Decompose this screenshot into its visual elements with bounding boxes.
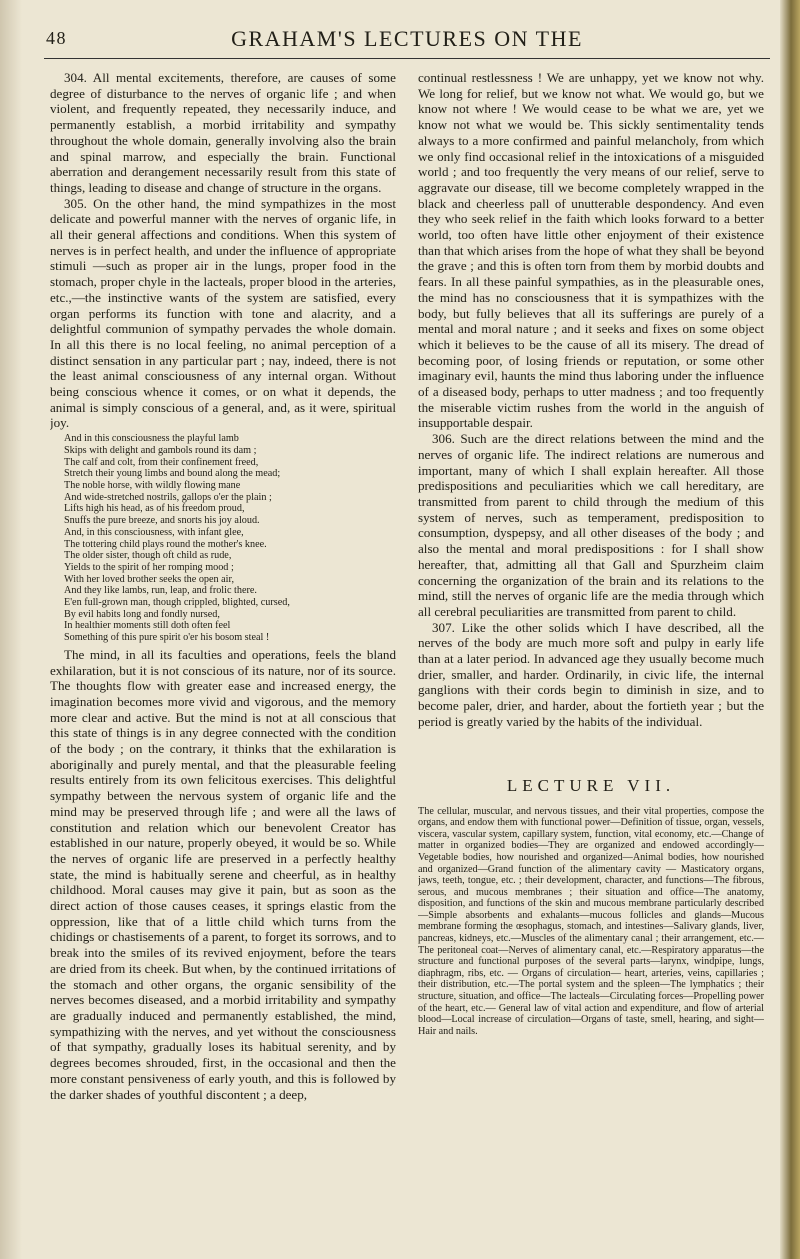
page-number: 48	[46, 28, 67, 48]
poem-line: Lifts high his head, as of his freedom proud,	[64, 503, 245, 515]
poem-line: The calf and colt, from their confinement freed,	[64, 456, 259, 468]
poem-line: By evil habits long and fondly nursed,	[64, 608, 220, 620]
poem-line: E'en full-grown man, though crippled, blighted, cursed,	[64, 597, 290, 609]
poem-line: Snuffs the pure breeze, and snorts his joy aloud.	[64, 515, 260, 527]
poem-line: With her loved brother seeks the open air,	[64, 573, 235, 585]
scan-edge-right	[780, 0, 800, 1259]
paragraph-305: 305. On the other hand, the mind sympathizes in the most delicate and powerful manner with the nerves of organic life, in all their general affections and conditions. When this system of nerves is in perfect health, and under the influence of appropriate stimuli —such as proper air in the lungs, proper food in the stomach, proper chyle in the lacteals, proper blood in the arteries, etc.,—the instinctive wants of the system are satisfied, every organ performs its function with tone and alacrity, and a delightful communion of sympathy pervades the whole domain. In all this there is no local feeling, no animal perception of a distinct sensation in any particular part ; nay, indeed, there is not the least animal consciousness of any internal organ. Without being conscious whence it comes, or on what it depends, the animal is simply conscious of a general, and, as it were, spiritual joy.	[50, 195, 396, 431]
poem-line: And in this consciousness the playful lamb	[64, 433, 239, 445]
paragraph-306: 306. Such are the direct relations between the mind and the nerves of organic life. The indirect relations are numerous and important, many of which I shall explain hereafter. All those predispositions and peculiarities which we call hereditary, are transmitted from parent to child through the medium of this system of nerves, such as temperament, predisposition to consumption, dyspepsy, and all other diseases of the body ; and also the mental and moral predispositions : for I shall show hereafter, that, admitting all that Gall and Spurzheim claim concerning the organization of the brain and its relations to the mind, still the nerves of organic life are the media through which all cerebral peculiarities are transmitted from parent to child.	[418, 431, 764, 619]
paragraph-after-poem: The mind, in all its faculties and operations, feels the bland exhilaration, but it is not conscious of its nature, nor of its source. The thoughts flow with greater ease and increased energy, the imagination becomes more vivid and vigorous, and the memory more clear and active. But the mind is not at all conscious that this state of things is in any degree connected with the condition of the body ; on the contrary, it thinks that the exhilaration is aboriginally and purely mental, and that the pleasurable feeling results entirely from its own felicitous exercises. This delightful sympathy between the nervous system of organic life and the mind may be preserved through life ; and were all the laws of constitution and relation which our benevolent Creator has established in our nature, properly obeyed, it would be so. While the nerves of organic life are preserved in a perfectly healthy state, the mind is habitually serene and cheerful, as in healthy childhood. Moral causes may give it pain, but as soon as the direct action of those causes ceases, it springs elastic from the oppression, like that of a little child which turns from the chidings or chastisements of a parent, to forget its sorrows, and to break into the smiles of its revived enjoyment, before the tears are dried from its cheek. But when, by the continued irritations of the stomach and other organs, the organic sensibility of the nerves becomes diseased, and a morbid irritability and sympathy are gradually induced and permanently established, the mind, sympathizing with the nerves, and yet without the consciousness of that sympathy, gradually loses its habitual serenity, and by degrees becomes shrouded, first, in the occasional and then the more constant pensiveness of early youth, and this is followed by the darker shades of youthful discontent ; a deep,	[50, 646, 396, 1102]
page-header	[44, 22, 770, 59]
poem-line: And they like lambs, run, leap, and frolic there.	[64, 585, 257, 597]
poem-line: The tottering child plays round the mother's knee.	[64, 538, 267, 550]
poem-line: In healthier moments still doth often feel	[64, 620, 231, 632]
poem-line: Something of this pure spirit o'er his bosom steal !	[64, 632, 270, 644]
left-column	[50, 70, 396, 1247]
poem-line: Skips with delight and gambols round its dam ;	[64, 444, 257, 456]
paragraph-304: 304. All mental excitements, therefore, are causes of some degree of disturbance to the nerves of organic life ; and when violent, and frequently repeated, they necessarily induce, and permanently establish, a morbid irritability and sympathy throughout the whole domain, generally involving also the brain and spinal marrow, and especially the brain. Functional aberration and derangement necessarily result from this state of things, leading to disease and change of structure in the organs.	[50, 70, 396, 195]
paragraph-continuation: continual restlessness ! We are unhappy, yet we know not why. We long for relief, but we know not what. We would go, but we know not where ! We would cease to be what we are, yet we know not what we would be. This sickly sentimentality tends always to a more confirmed and painful melancholy, from which we only find occasional relief in the intoxications of a misguided world ; and too frequently the very means of our relief, serve to aggravate our disease, till we become completely wrapped in the black and cheerless pall of unutterable despondency. And even they who seek relief in the faith which looks forward to a better world, too often have little other enjoyment of their existence than that which arises from the hope of what they shall be beyond the grave ; and this is often torn from them by morbid doubts and fears. In all these painful sympathies, as in the pleasurable ones, the mind has no consciousness that it is sympathizes with the body, but fully believes that all its sufferings are purely of a mental and moral nature ; and it seeks and fixes on some object which it believes to be the cause of all its misery. The dread of becoming poor, of losing friends or reputation, or some other imaginary evil, haunts the mind thus laboring under the influence of a diseased body, perhaps to utter madness ; and too frequently the miserable victim rushes from the world in the anguish of insupportable despair.	[418, 70, 764, 431]
scan-edge-left	[0, 0, 22, 1259]
lecture-syllabus: The cellular, muscular, and nervous tissues, and their vital properties, compose the organs, and endow them with functional power—Definition of tissue, organ, vessels, viscera, vascular system, capillary system, function, vital economy, etc.—Change of matter in organized bodies—They are organized and endowed accordingly—Vegetable bodies, how nourished and organized—Animal bodies, how nourished and organized—Grand function of the alimentary cavity — Masticatory organs, jaws, teeth, tongue, etc. ; their development, character, and functions—The fibrous, serous, and mucous membranes ; their situation and office—The anatomy, disposition, and functions of the skin and mucous membrane particularly described—Simple absorbents and exhalants—mucous follicles and glands—Mucous membrane forming the œsophagus, stomach, and intestines—Salivary glands, liver, pancreas, kidneys, etc.—Muscles of the alimentary canal ; their arrangement, etc.—The peritoneal coat—Nerves of alimentary canal, etc.—Respiratory apparatus—the structure and functional purposes of the several parts—larynx, windpipe, lungs, diaphragm, ribs, etc. — Organs of circulation— heart, arteries, veins, capillaries ; their distribution, etc.—The portal system and the spleen—The lymphatics ; their structure, situation, and office—The lacteals—Circulating forces—Propelling power of the heart, etc.— General law of vital action and expenditure, and flow of arterial blood—Local increase of circulation—Organs of taste, smell, hearing, and sight—Hair and nails.	[418, 805, 764, 1037]
book-page	[44, 22, 770, 1247]
running-head: GRAHAM'S LECTURES ON THE	[231, 26, 583, 51]
poem-line: And wide-stretched nostrils, gallops o'er the plain ;	[64, 491, 272, 503]
poem-line: The noble horse, with wildly flowing mane	[64, 479, 241, 491]
poem-line: Yields to the spirit of her romping mood ;	[64, 561, 234, 573]
right-column	[418, 70, 764, 1247]
poem-line: The older sister, though oft child as rude,	[64, 550, 232, 562]
poem-line: And, in this consciousness, with infant glee,	[64, 526, 244, 538]
poem	[64, 433, 396, 644]
lecture-title: LECTURE VII.	[506, 775, 676, 795]
text-columns	[44, 70, 770, 1247]
poem-line: Stretch their young limbs and bound along the mead;	[64, 468, 281, 480]
paragraph-307: 307. Like the other solids which I have described, all the nerves of the body are much more soft and pulpy in early life than at a later period. In advanced age they usually become much drier, smaller, and harder. Ordinarily, in civic life, the internal ganglions with their cords begin to diminish in size, and to become paler, drier, and harder, about the fortieth year ; but the period is greatly varied by the habits of the individual.	[418, 619, 764, 729]
